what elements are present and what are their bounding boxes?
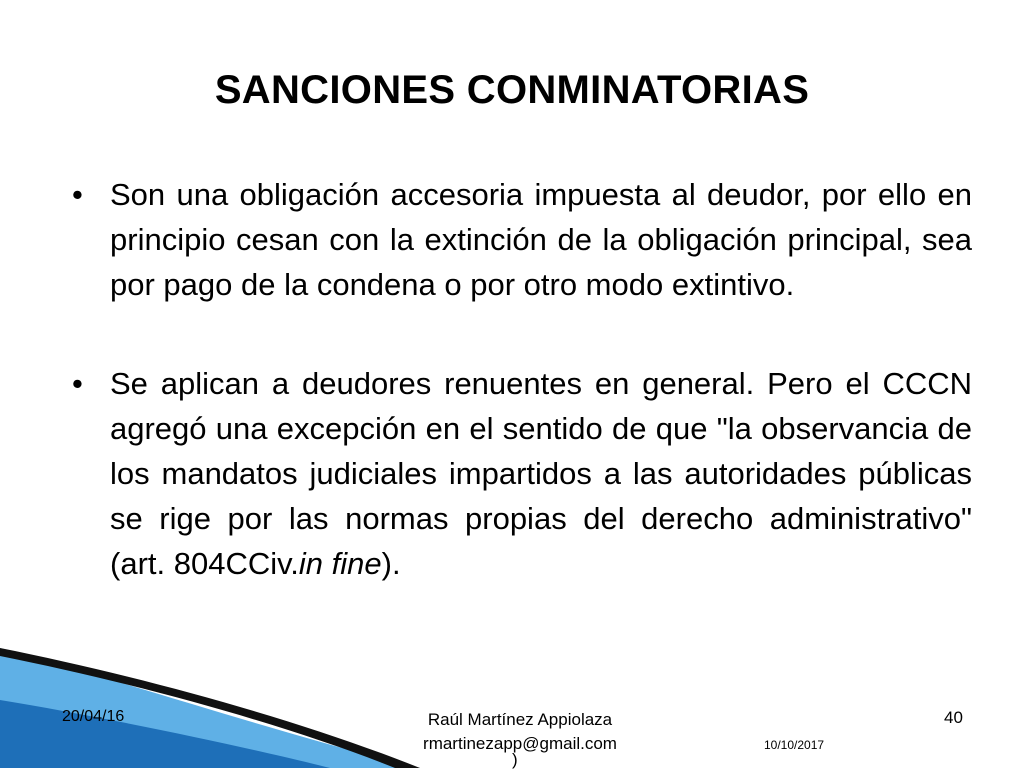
bullet-text: Se aplican a deudores renuentes en general. Pero el CCCN agregó una excepción en el sentido de que "la observancia de los mandatos judiciales impartidos a las autoridades públicas se rige por las normas propias del derecho administrativo" (art. 804CCiv. xyxy=(110,366,972,581)
footer-paren: ) xyxy=(512,750,518,769)
footer-author-email: rmartinezapp@gmail.com xyxy=(423,734,617,753)
bullet-text-italic: in fine xyxy=(298,546,382,581)
footer-date: 20/04/16 xyxy=(62,708,125,725)
bullet-list xyxy=(70,172,972,586)
footer-date-secondary: 10/10/2017 xyxy=(764,738,825,752)
slide-title: SANCIONES CONMINATORIAS xyxy=(214,68,810,112)
bullet-text: Son una obligación accesoria impuesta al deudor, por ello en principio cesan con la extinción de la obligación principal, sea por pago de la condena o por otro modo extintivo. xyxy=(110,177,972,302)
bullet-text-end: ). xyxy=(381,546,401,581)
bullet-item-1 xyxy=(70,172,972,307)
footer-author-block xyxy=(380,708,660,756)
bullet-symbol: • xyxy=(72,177,83,212)
slide-number: 40 xyxy=(944,708,963,727)
bullet-symbol: • xyxy=(72,366,83,401)
footer-author-name: Raúl Martínez Appiolaza xyxy=(427,710,613,729)
bullet-item-2 xyxy=(70,361,972,586)
